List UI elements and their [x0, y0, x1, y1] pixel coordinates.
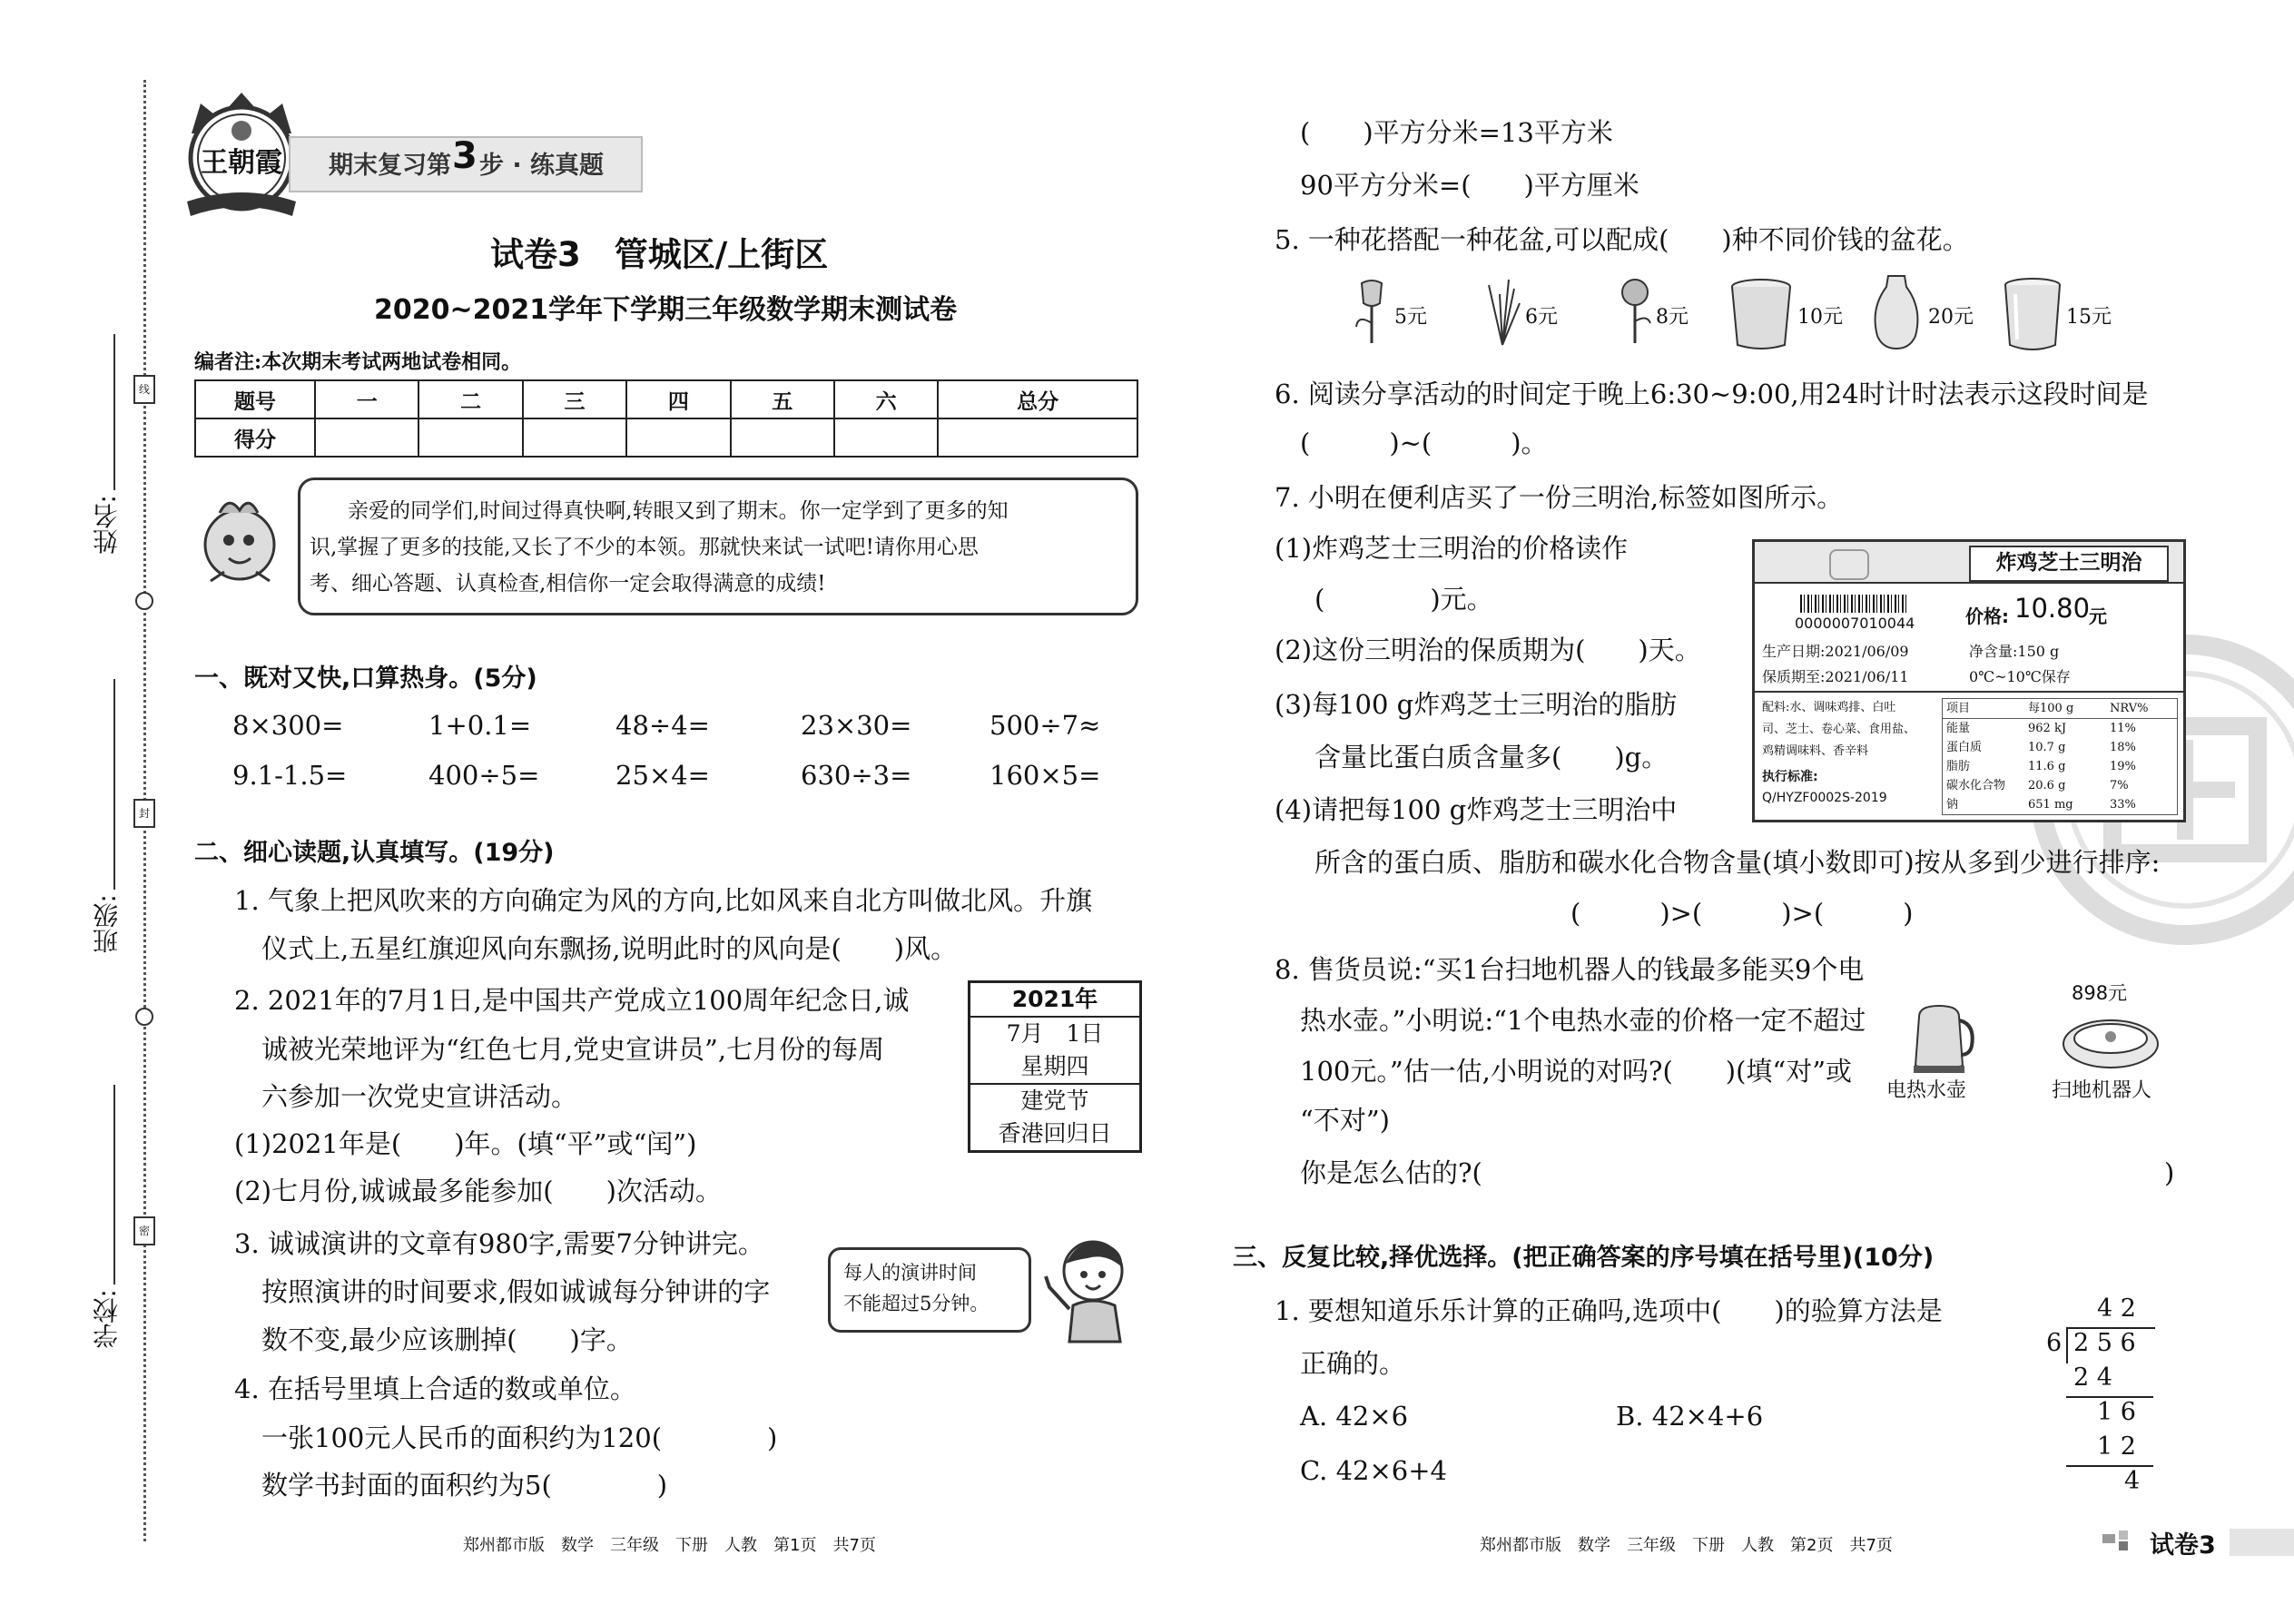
- division-dividend: 2 5 6: [2073, 1329, 2136, 1357]
- division-quotient: 4 2: [2097, 1294, 2136, 1323]
- score-cell[interactable]: [731, 418, 834, 457]
- section-1-title: 一、既对又快,口算热身。(5分): [194, 664, 537, 693]
- division-step-3: 1 2: [2097, 1432, 2136, 1461]
- nutrition-cell: 651 mg: [2028, 798, 2073, 812]
- q2-4-line-3: 数学书封面的面积约为5( ): [261, 1470, 668, 1501]
- kettle-caption: 电热水壶: [1886, 1079, 1967, 1102]
- q3-1-line-2: 正确的。: [1300, 1348, 1406, 1379]
- nutrition-header-row: [1943, 699, 2177, 719]
- score-cell[interactable]: [523, 418, 626, 457]
- footer-square-icon: [2119, 1541, 2128, 1550]
- intro-line-2: 识,掌握了更多的技能,又长了不少的本领。那就快来试一试吧!请你用心思: [310, 536, 979, 559]
- division-step-2: 1 6: [2097, 1398, 2136, 1426]
- table-header-cell: 三: [523, 380, 626, 418]
- q2-7-line-1: 7. 小明在便利店买了一份三明治,标签如图所示。: [1275, 482, 1844, 513]
- price-label: 6元: [1525, 306, 1558, 329]
- oral-calc-item: 8×300=: [232, 710, 344, 741]
- q2-4-line-1: 4. 在括号里填上合适的数或单位。: [234, 1373, 636, 1404]
- score-cell[interactable]: [626, 418, 730, 457]
- nutrition-cell: 碳水化合物: [1946, 779, 2006, 792]
- label-prod-date: 生产日期:2021/06/09: [1762, 643, 1909, 660]
- q2-8-line-1: 8. 售货员说:“买1台扫地机器人的钱最多能买9个电: [1275, 954, 1865, 985]
- price-label: 8元: [1656, 306, 1689, 329]
- banner-prefix: 期末复习第: [329, 152, 451, 180]
- label-standard-label: 执行标准:: [1762, 770, 1818, 784]
- oral-calc-item: 48÷4=: [615, 710, 710, 741]
- division-divisor: 6: [2046, 1329, 2063, 1357]
- binding-hole: [135, 1008, 153, 1026]
- table-header-cell: 一: [315, 380, 418, 418]
- calendar-holiday-1: 建党节: [1020, 1088, 1089, 1114]
- oral-calc-item: 500÷7≈: [989, 710, 1101, 741]
- label-name-box: [1969, 546, 2169, 582]
- q2-7-sub-3b: 含量比蛋白质含量多( )g。: [1314, 742, 1669, 773]
- binding-seal-mark: 封: [133, 799, 155, 828]
- q2-2-line-3: 六参加一次党史宣讲活动。: [261, 1081, 578, 1112]
- barcode-icon: [1800, 595, 1909, 613]
- nutrition-row: [1943, 738, 2177, 757]
- class-field[interactable]: [113, 679, 115, 890]
- school-label: 学校:: [92, 1289, 122, 1349]
- price-label: 10元: [1797, 306, 1843, 329]
- price-label: 5元: [1394, 306, 1427, 329]
- bubble-line-1: 每人的演讲时间: [843, 1262, 977, 1284]
- q2-3-line-3: 数不变,最少应该删掉( )字。: [261, 1324, 633, 1355]
- nutrition-cell: 19%: [2110, 760, 2136, 773]
- calendar-weekday: 星期四: [970, 1050, 1139, 1085]
- nutrition-table: [1942, 698, 2178, 815]
- intro-line-3: 考、细心答题、认真检查,相信你一定会取得满意的成绩!: [310, 572, 826, 595]
- q2-7-sub-2: (2)这份三明治的保质期为( )天。: [1275, 635, 1701, 665]
- score-row-label: 得分: [195, 418, 315, 457]
- label-standard-code: Q/HYZF0002S-2019: [1762, 791, 1887, 805]
- long-division: [2043, 1291, 2161, 1500]
- oral-calc-item: 400÷5=: [428, 760, 540, 791]
- table-header-cell: 题号: [195, 380, 315, 418]
- class-label: 班级:: [92, 894, 122, 954]
- label-ingredients-2: 司、芝士、卷心菜、食用盐、: [1762, 723, 1916, 736]
- calendar-date: 7月 1日: [1006, 1020, 1104, 1047]
- banner-step: 3: [452, 135, 478, 177]
- intro-line-1: 亲爱的同学们,时间过得真快啊,转眼又到了期末。你一定学到了更多的知: [348, 499, 1009, 523]
- banner-suffix: 步 · 练真题: [479, 152, 605, 180]
- paper-title: 试卷3 管城区/上街区: [490, 235, 829, 274]
- editor-note: 编者注:本次期末考试两地试卷相同。: [194, 350, 522, 374]
- footer-square-icon: [2102, 1534, 2115, 1543]
- label-divider: [1755, 691, 2183, 693]
- robot-caption: 扫地机器人: [2052, 1079, 2152, 1102]
- table-header-cell: 五: [731, 380, 834, 418]
- nutrition-row: [1943, 776, 2177, 795]
- nutrition-cell: 10.7 g: [2028, 741, 2066, 754]
- q2-7-sub-4b: 所含的蛋白质、脂肪和碳水化合物含量(填小数即可)按从多到少进行排序:: [1314, 847, 2161, 878]
- q2-2-line-2: 诚被光荣地评为“红色七月,党史宣讲员”,七月份的每周: [261, 1034, 885, 1065]
- robot-price: 898元: [2072, 982, 2128, 1004]
- q2-7-sub-1a: (1)炸鸡芝士三明治的价格读作: [1275, 533, 1629, 564]
- label-ingredients-3: 鸡精调味料、香辛料: [1762, 744, 1869, 758]
- binding-line-mark: 线: [133, 375, 155, 404]
- nutrition-cell: 20.6 g: [2028, 779, 2066, 792]
- bucket-pot-icon: [1730, 278, 1792, 350]
- score-table-header-row: [195, 380, 1137, 418]
- intro-speech-bubble: [298, 477, 1138, 615]
- score-cell[interactable]: [938, 418, 1137, 457]
- label-ingredients-1: 配料:水、调味鸡排、白吐: [1762, 701, 1896, 714]
- oral-calc-item: 1+0.1=: [428, 710, 532, 741]
- label-net-weight: 净含量:150 g: [1969, 643, 2060, 660]
- q2-1-line-1: 1. 气象上把风吹来的方向确定为风的方向,比如风来自北方叫做北风。升旗: [234, 885, 1093, 916]
- label-barcode-number: 0000007010044: [1795, 615, 1915, 632]
- q2-1-line-2: 仪式上,五星红旗迎风向东飘扬,说明此时的风向是( )风。: [261, 933, 958, 964]
- carnation-icon: [1616, 278, 1654, 345]
- nutrition-cell: 11.6 g: [2028, 760, 2066, 773]
- q3-1-line-1: 1. 要想知道乐乐计算的正确吗,选项中( )的验算方法是: [1275, 1295, 1943, 1326]
- nutrition-header: 项目: [1946, 702, 1971, 715]
- label-product-name: 炸鸡芝士三明治: [1995, 551, 2142, 575]
- robot-vacuum-icon: [2061, 1008, 2161, 1071]
- name-field[interactable]: [113, 334, 115, 490]
- name-label: 姓名:: [92, 495, 122, 555]
- nutrition-cell: 7%: [2110, 779, 2129, 792]
- nutrition-cell: 蛋白质: [1946, 741, 1983, 754]
- table-header-cell: 二: [418, 380, 522, 418]
- option-b: B. 42×4+6: [1616, 1401, 1764, 1432]
- footer-paper-tag: 试卷3: [2150, 1531, 2216, 1560]
- oral-calc-item: 630÷3=: [801, 760, 912, 791]
- publisher-logo: [178, 84, 305, 220]
- division-step-1: 2 4: [2073, 1363, 2112, 1392]
- table-header-cell: 总分: [938, 380, 1137, 418]
- label-price-unit: 元: [2089, 605, 2107, 627]
- speech-bubble-rule: [828, 1247, 1031, 1333]
- calendar-year: 2021年: [970, 983, 1139, 1018]
- calendar-card: [968, 980, 1142, 1153]
- option-c: C. 42×6+4: [1300, 1455, 1447, 1486]
- price-label: 20元: [1928, 306, 1974, 329]
- q2-4-line-5: 90平方分米=( )平方厘米: [1300, 170, 1639, 201]
- nutrition-row: [1943, 719, 2177, 738]
- label-price-value: 10.80: [2014, 593, 2091, 624]
- q2-8-line-5: 你是怎么估的?(: [1300, 1157, 1482, 1188]
- nutrition-cell: 962 kJ: [2028, 722, 2067, 735]
- tulip-icon: [1353, 278, 1391, 345]
- oral-calc-item: 23×30=: [801, 710, 912, 741]
- q2-6-line-2: ( )~( )。: [1300, 428, 1548, 458]
- nutrition-cell: 脂肪: [1946, 760, 1971, 773]
- grass-plant-icon: [1482, 276, 1523, 347]
- bubble-line-2: 不能超过5分钟。: [843, 1293, 989, 1314]
- q2-4-line-2: 一张100元人民币的面积约为120( ): [261, 1422, 778, 1453]
- q2-2-sub-1: (1)2021年是( )年。(填“平”或“闰”): [234, 1128, 697, 1159]
- nutrition-cell: 11%: [2110, 722, 2136, 735]
- nutrition-header: 每100 g: [2028, 702, 2074, 715]
- boy-illustration: [1042, 1233, 1137, 1343]
- q2-8-answer-close: ): [2164, 1157, 2175, 1188]
- vase-pot-icon: [1868, 272, 1925, 350]
- score-cell[interactable]: [834, 418, 938, 457]
- q2-6-line-1: 6. 阅读分享活动的时间定于晚上6:30~9:00,用24时计时法表示这段时间是: [1275, 379, 2149, 409]
- option-a: A. 42×6: [1300, 1401, 1409, 1432]
- footer-square-icon: [2119, 1530, 2128, 1540]
- label-price-label: 价格:: [1965, 605, 2009, 627]
- mascot-illustration: [192, 490, 283, 599]
- q2-7-sub-4a: (4)请把每100 g炸鸡芝士三明治中: [1275, 794, 1678, 825]
- school-field[interactable]: [113, 1085, 115, 1284]
- logo-text: 王朝霞: [201, 147, 282, 179]
- q2-2-line-1: 2. 2021年的7月1日,是中国共产党成立100周年纪念日,诚: [234, 985, 910, 1016]
- footer-right: 郑州都市版 数学 三年级 下册 人教 第2页 共7页: [1480, 1536, 1893, 1555]
- electric-kettle-icon: [1906, 999, 1979, 1075]
- division-remainder: 4: [2124, 1467, 2141, 1495]
- nutrition-cell: 18%: [2110, 741, 2136, 754]
- smiley-icon: [1829, 549, 1869, 580]
- oral-calc-item: 160×5=: [989, 760, 1101, 791]
- q2-2-sub-2: (2)七月份,诚诚最多能参加( )次活动。: [234, 1176, 722, 1206]
- q2-7-sub-1b: ( )元。: [1314, 584, 1493, 615]
- nutrition-row: [1943, 795, 2177, 814]
- calendar-holiday-2: 香港回归日: [998, 1120, 1112, 1147]
- oral-calc-item: 25×4=: [615, 760, 710, 791]
- step-banner: [289, 136, 643, 192]
- price-label: 15元: [2066, 306, 2112, 329]
- nutrition-cell: 33%: [2110, 798, 2136, 812]
- nutrition-cell: 钠: [1946, 798, 1959, 812]
- nutrition-row: [1943, 757, 2177, 776]
- glass-pot-icon: [2003, 276, 2063, 352]
- section-2-title: 二、细心读题,认真填写。(19分): [194, 839, 555, 867]
- paper-subtitle: 2020~2021学年下学期三年级数学期末测试卷: [374, 294, 958, 326]
- q2-8-line-4: “不对”): [1300, 1105, 1390, 1136]
- nutrition-cell: 能量: [1946, 722, 1971, 735]
- q2-4-line-4: ( )平方分米=13平方米: [1300, 117, 1613, 148]
- label-exp-date: 保质期至:2021/06/11: [1762, 668, 1909, 685]
- q2-3-line-2: 按照演讲的时间要求,假如诚诚每分钟讲的字: [261, 1276, 771, 1307]
- q2-3-line-1: 3. 诚诚演讲的文章有980字,需要7分钟讲完。: [234, 1228, 764, 1259]
- q2-7-sub-3a: (3)每100 g炸鸡芝士三明治的脂肪: [1275, 689, 1678, 720]
- binding-tight-mark: 密: [133, 1216, 155, 1245]
- table-header-cell: 六: [834, 380, 938, 418]
- table-header-cell: 四: [626, 380, 730, 418]
- q2-8-line-3: 100元。”估一估,小明说的对吗?( )(填“对”或: [1300, 1056, 1853, 1087]
- label-storage: 0℃~10℃保存: [1969, 668, 2071, 685]
- score-cell[interactable]: [418, 418, 522, 457]
- q2-8-line-2: 热水壶。”小明说:“1个电热水壶的价格一定不超过: [1300, 1005, 1866, 1036]
- binding-hole: [135, 592, 153, 610]
- oral-calc-item: 9.1-1.5=: [232, 760, 348, 791]
- score-cell[interactable]: [315, 418, 418, 457]
- sandwich-label: [1752, 539, 2186, 822]
- score-table: [194, 379, 1138, 458]
- footer-tag-bar: [2230, 1529, 2294, 1556]
- score-table-score-row: [195, 418, 1137, 457]
- q2-5-text: 5. 一种花搭配一种花盆,可以配成( )种不同价钱的盆花。: [1275, 224, 1969, 255]
- section-3-title: 三、反复比较,择优选择。(把正确答案的序号填在括号里)(10分): [1233, 1244, 1935, 1272]
- nutrition-header: NRV%: [2110, 702, 2149, 715]
- footer-left: 郑州都市版 数学 三年级 下册 人教 第1页 共7页: [463, 1536, 876, 1555]
- q2-7-sub-4c: ( )>( )>( ): [1570, 898, 1914, 929]
- division-rule: [2066, 1465, 2153, 1467]
